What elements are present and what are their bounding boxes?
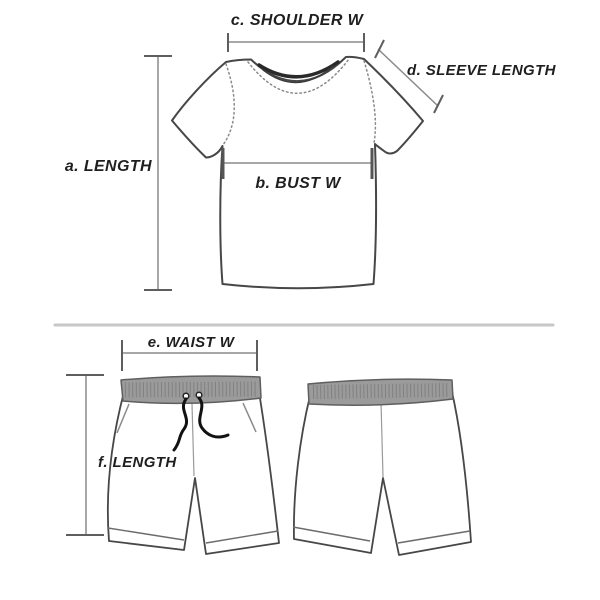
shorts-back-waistband (308, 379, 453, 405)
measure-tshirt-length (65, 56, 172, 290)
shorts-section (66, 334, 471, 555)
shorts-front-waistband (121, 376, 261, 403)
sleeve-measure-tick-top (375, 40, 384, 58)
shorts-length-label: f. LENGTH (98, 454, 177, 471)
measure-waist-width (122, 334, 257, 371)
shorts-back-view (293, 379, 471, 555)
sleeve-length-label: d. SLEEVE LENGTH (407, 62, 556, 79)
tshirt-length-label: a. LENGTH (64, 158, 152, 175)
shoulder-width-label: c. SHOULDER W (230, 12, 364, 29)
tshirt-outline (172, 57, 423, 288)
bust-width-label: b. BUST W (255, 175, 341, 192)
tshirt-section (65, 12, 557, 290)
measure-shoulder-width (228, 12, 365, 52)
waist-width-label: e. WAIST W (147, 334, 235, 351)
